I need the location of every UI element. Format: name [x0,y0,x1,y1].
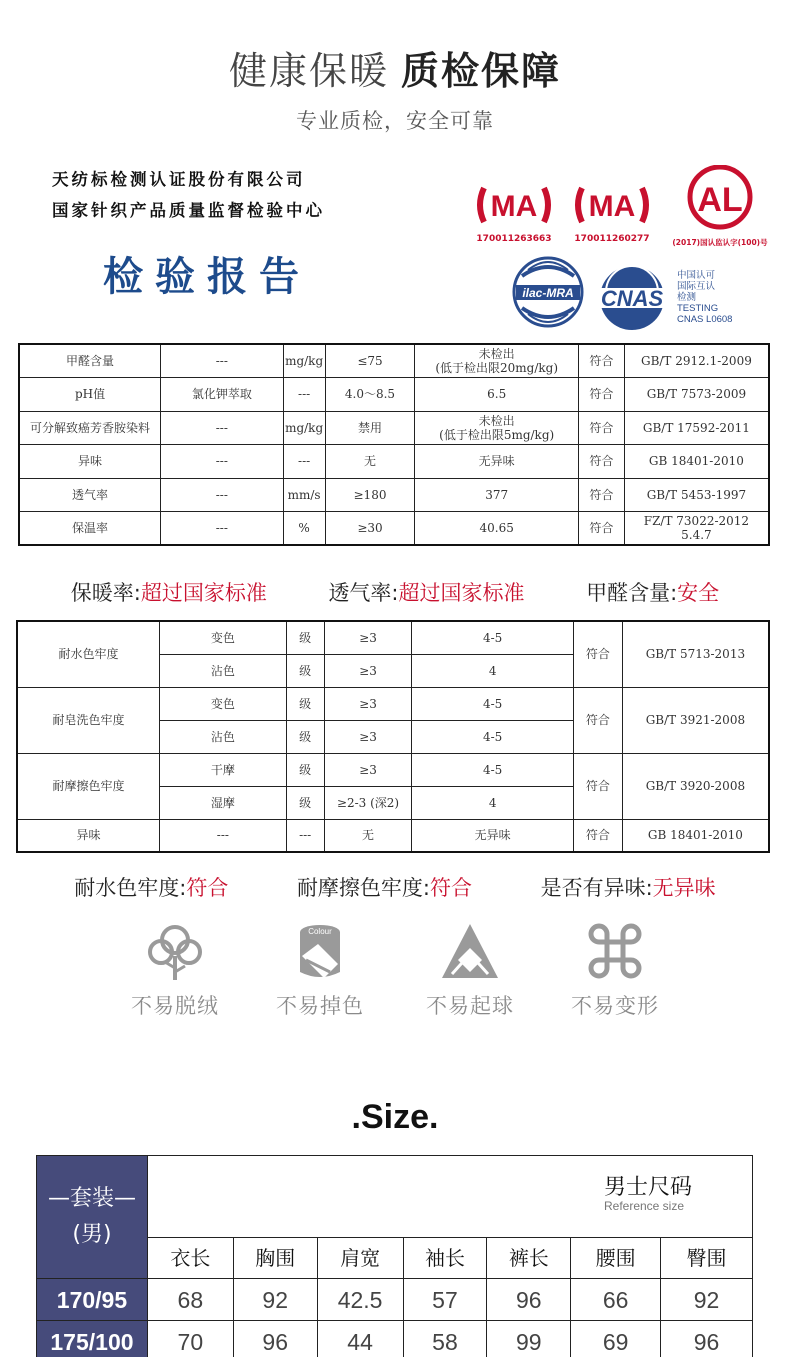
cma-icon [572,180,652,230]
table-row [19,378,769,412]
table-cell-verdict: 符合 [573,621,622,687]
size-value: 66 [571,1279,661,1321]
table-row [19,478,769,512]
table-cell-unit: mg/kg [283,344,325,378]
table-cell-ref: FZ/T 73022-2012 5.4.7 [624,512,769,546]
table-cell-result: 4-5 [412,621,574,654]
table-cell-item: 保温率 [19,512,161,546]
cma-text-1: MA [490,190,538,223]
cma-text-2: MA [588,190,636,223]
table-cell-standard: ≥2-3 (深2) [324,786,412,819]
size-row [37,1321,753,1357]
title-bold: 质检保障 [401,49,562,93]
table-cell-unit: --- [283,445,325,479]
table-row [19,344,769,378]
table-cell-ref: GB/T 3921-2008 [622,687,769,753]
table-cell-ref: GB 18401-2010 [622,819,769,852]
table-cell-result: 4 [412,654,574,687]
page-title [0,40,790,95]
cma-code-2: 170011260277 [574,234,650,244]
size-value: 69 [571,1321,661,1357]
org-name-2: 国家针织产品质量监督检验中心 [52,201,325,220]
table-cell-verdict: 符合 [578,411,624,445]
cma-icon [474,180,554,230]
table-cell-result: 377 [415,478,579,512]
table-cell-item: 可分解致癌芳香胺染料 [19,411,161,445]
table-cell-result: 无异味 [412,819,574,852]
table-cell-method: --- [161,478,284,512]
feature-label: 不易起球 [426,994,514,1018]
table-cell-result: 无异味 [415,445,579,479]
table-cell-standard: ≥30 [325,512,415,546]
table-cell-unit: 级 [286,753,324,786]
size-row-label: 170/95 [37,1279,148,1321]
summary-value: 符合 [186,876,229,900]
summary-item [586,577,719,607]
table-row [17,621,769,654]
table-cell-unit: --- [283,378,325,412]
set-gender: (男) [72,1222,112,1247]
size-column-header: 衣长 [147,1238,233,1279]
table-cell-result: 6.5 [415,378,579,412]
table-cell-standard: ≥3 [324,753,412,786]
table-cell-standard: 无 [324,819,412,852]
pilling-icon [438,920,502,982]
table-cell-standard: ≥180 [325,478,415,512]
size-table [36,1155,753,1357]
table-row [17,819,769,852]
title-light: 健康保暖 [228,49,389,93]
table-row [19,445,769,479]
size-value: 68 [147,1279,233,1321]
page-subtitle: 专业质检，安全可靠 [296,109,494,133]
feature-item [400,920,540,1020]
size-column-header: 袖长 [403,1238,487,1279]
cal-code: (2017)国认监认字(100)号 [672,238,768,247]
cma-logo-1 [474,180,554,244]
summary-value: 符合 [430,876,473,900]
summary-value: 超过国家标准 [140,581,267,605]
table-cell-method: --- [161,512,284,546]
mens-size-sub: Reference size [603,1198,685,1213]
size-column-header: 肩宽 [317,1238,403,1279]
summary-label: 保暖率: [70,581,141,605]
table-cell-standard: ≤75 [325,344,415,378]
table-cell-unit: --- [286,819,324,852]
table-cell-verdict: 符合 [578,478,624,512]
table-cell-method: --- [161,445,284,479]
table-cell-item: 耐摩擦色牢度 [17,753,160,819]
table-cell-result: 4-5 [412,753,574,786]
feature-label: 不易脱绒 [131,994,219,1018]
cma-logo-2 [572,180,652,244]
table-cell-verdict: 符合 [573,753,622,819]
summary-item [541,872,716,902]
summary-value: 无异味 [652,876,716,900]
cnas-line: CNAS L0608 [677,314,733,325]
size-value: 57 [403,1279,487,1321]
table-cell-unit: mg/kg [283,411,325,445]
size-column-header: 裤长 [487,1238,571,1279]
table-cell-standard: 无 [325,445,415,479]
table-cell-item: 耐水色牢度 [17,621,160,687]
table-cell-verdict: 符合 [578,378,624,412]
feature-label: 不易掉色 [276,994,364,1018]
table-cell-result: 4-5 [412,720,574,753]
size-value: 96 [661,1321,753,1357]
table-cell-standard: 4.0～8.5 [325,378,415,412]
cal-icon [670,165,770,233]
cnas-line: 检测 [677,292,697,303]
mens-size-title: 男士尺码 [603,1174,692,1200]
cotton-icon [145,920,205,982]
table-cell-item: 甲醛含量 [19,344,161,378]
table-cell-ref: GB 18401-2010 [624,445,769,479]
size-column-header: 胸围 [233,1238,317,1279]
table-cell-method: 氯化钾萃取 [161,378,284,412]
table-cell-standard: ≥3 [324,621,412,654]
feature-item [250,920,390,1020]
size-value: 96 [487,1279,571,1321]
cnas-line: 国际互认 [677,281,716,292]
summary-value: 超过国家标准 [398,581,525,605]
table-cell-ref: GB/T 5713-2013 [622,621,769,687]
table-cell-unit: mm/s [283,478,325,512]
table-cell-result: 4 [412,786,574,819]
size-title: .Size. [351,1098,439,1136]
table-cell-verdict: 符合 [578,512,624,546]
table-cell-ref: GB/T 17592-2011 [624,411,769,445]
command-knot-icon [585,920,645,982]
cnas-line: TESTING [677,303,719,314]
cal-text: AL [697,181,743,219]
size-value: 70 [147,1321,233,1357]
feature-label: 不易变形 [571,994,659,1018]
cnas-icon [590,262,674,334]
table-cell-item: 耐皂洗色牢度 [17,687,160,753]
ilac-mra-icon [512,252,584,332]
cnas-logo [590,262,674,338]
table-cell-result: 未检出 (低于检出限20mg/kg) [415,344,579,378]
size-value: 99 [487,1321,571,1357]
size-value: 92 [661,1279,753,1321]
table-row [17,687,769,720]
size-row [37,1279,753,1321]
table-cell-sub: 干摩 [160,753,287,786]
feature-item [105,920,245,1020]
report-title: 检验报告 [103,253,311,300]
table-cell-item: 异味 [19,445,161,479]
table-cell-verdict: 符合 [578,344,624,378]
table-cell-verdict: 符合 [578,445,624,479]
table-cell-unit: 级 [286,621,324,654]
table-cell-ref: GB/T 2912.1-2009 [624,344,769,378]
table-row [19,411,769,445]
table-row [17,753,769,786]
table-cell-verdict: 符合 [573,687,622,753]
summary-item [328,577,524,607]
table-cell-unit: % [283,512,325,546]
summary-row-1 [0,577,790,607]
table-cell-sub: 变色 [160,687,287,720]
table-cell-sub: --- [160,819,287,852]
table-cell-result: 4-5 [412,687,574,720]
table-cell-item: pH值 [19,378,161,412]
set-label-cell [37,1156,148,1279]
table-cell-unit: 级 [286,687,324,720]
ilac-text: ilac-MRA [522,286,574,300]
table-cell-ref: GB/T 5453-1997 [624,478,769,512]
table-cell-result: 40.65 [415,512,579,546]
table-cell-sub: 沾色 [160,720,287,753]
org-name-1: 天纺标检测认证股份有限公司 [52,170,306,189]
inspection-table-1 [18,343,770,546]
table-cell-unit: 级 [286,720,324,753]
cal-logo [670,165,770,248]
summary-label: 耐水色牢度: [74,876,187,900]
table-cell-sub: 变色 [160,621,287,654]
cnas-line: 中国认可 [677,270,716,281]
table-cell-unit: 级 [286,654,324,687]
size-value: 44 [317,1321,403,1357]
summary-label: 耐摩擦色牢度: [296,876,431,900]
table-cell-result: 未检出 (低于检出限5mg/kg) [415,411,579,445]
size-row-label: 175/100 [37,1321,148,1357]
table-cell-item: 异味 [17,819,160,852]
set-label: —套装— [47,1186,136,1211]
table-cell-method: --- [161,411,284,445]
mens-size-header [147,1156,752,1238]
table-cell-item: 透气率 [19,478,161,512]
cnas-text: CNAS [600,286,664,311]
cma-code-1: 170011263663 [476,234,552,244]
size-value: 96 [233,1321,317,1357]
size-column-header: 腰围 [571,1238,661,1279]
table-row [19,512,769,546]
table-cell-standard: 禁用 [325,411,415,445]
colour-can-icon [290,920,350,982]
table-cell-ref: GB/T 7573-2009 [624,378,769,412]
table-cell-standard: ≥3 [324,720,412,753]
cnas-caption [677,270,732,325]
table-cell-ref: GB/T 3920-2008 [622,753,769,819]
table-cell-sub: 沾色 [160,654,287,687]
summary-label: 透气率: [328,581,399,605]
inspection-table-2 [16,620,770,853]
summary-value: 安全 [677,581,720,605]
colour-text: Colour [308,927,332,936]
table-cell-standard: ≥3 [324,654,412,687]
table-cell-verdict: 符合 [573,819,622,852]
summary-item [297,872,472,902]
size-value: 58 [403,1321,487,1357]
table-cell-standard: ≥3 [324,687,412,720]
size-value: 92 [233,1279,317,1321]
ilac-logo [512,252,584,336]
summary-item [74,872,228,902]
table-cell-method: --- [161,344,284,378]
summary-label: 是否有异味: [540,876,653,900]
header [0,40,790,135]
size-value: 42.5 [317,1279,403,1321]
table-cell-unit: 级 [286,786,324,819]
summary-row-2 [0,872,790,902]
feature-item [545,920,685,1020]
size-column-header: 臀围 [661,1238,753,1279]
table-cell-sub: 湿摩 [160,786,287,819]
summary-label: 甲醛含量: [586,581,678,605]
summary-item [71,577,267,607]
